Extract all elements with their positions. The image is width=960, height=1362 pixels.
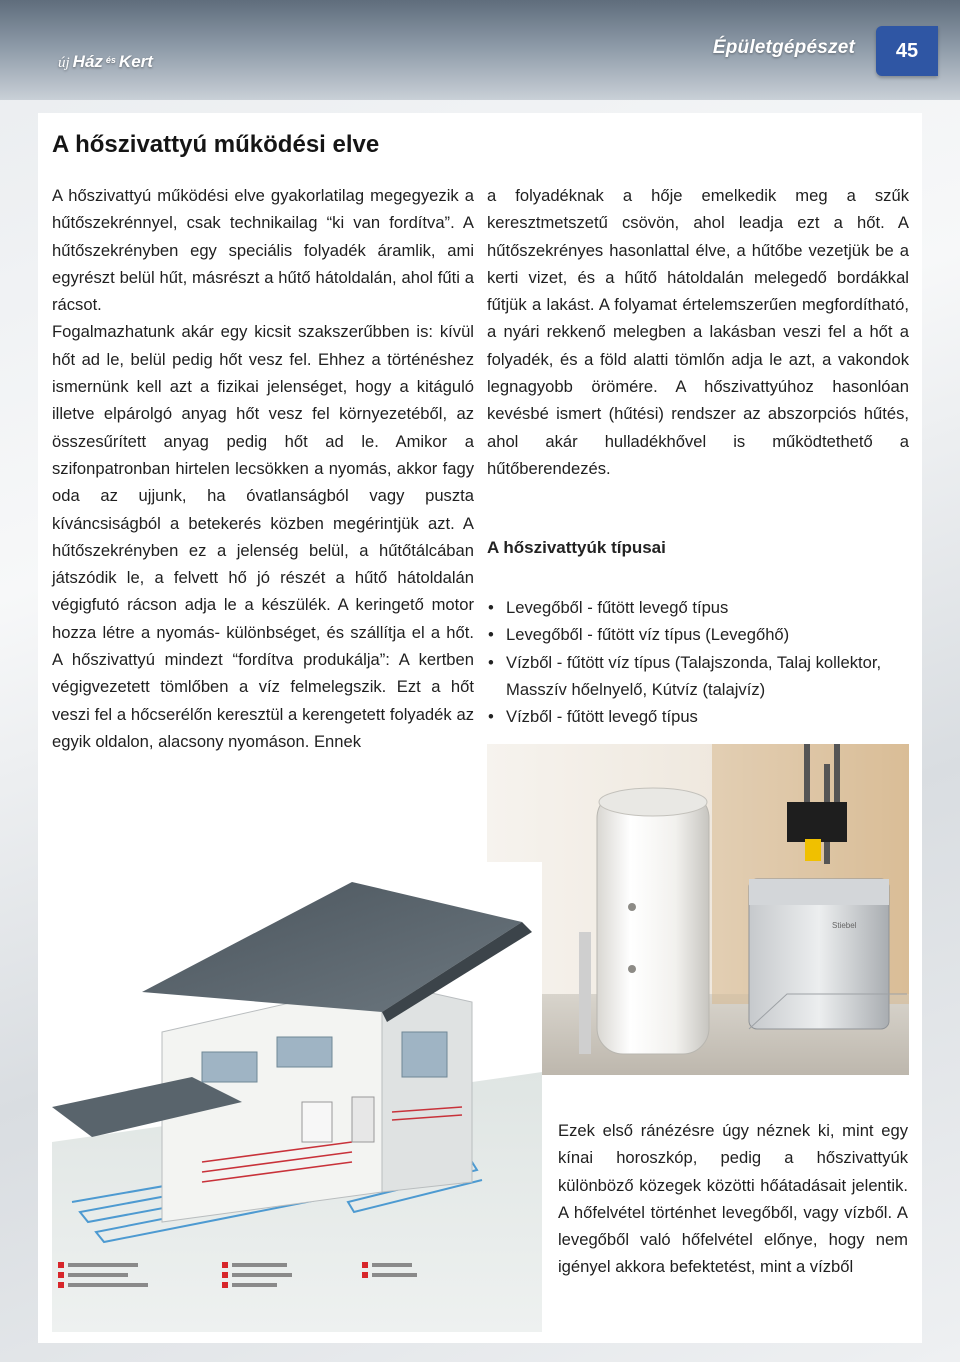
paragraph: A hőszivattyú működési elve gyakorlatilag megegyezik a hűtőszekrénnyel, csak technikailag “ki van fordítva”. A hűtőszekrényben egy speciális folyadék áramlik, ami egyrészt belül hűt, másrészt a hűtő hátoldalán, ahol fűti a rácsot. (52, 186, 474, 315)
list-item: • Vízből - fűtött víz típus (Talajszonda, Talaj kollektor, Masszív hőelnyelő, Kútvíz (talajvíz) (487, 649, 917, 704)
house-illustration-svg (52, 862, 542, 1332)
page-number: 45 (876, 26, 938, 76)
house-cutaway-illustration (52, 862, 542, 1332)
section-title: Épületgépészet (712, 37, 855, 58)
list-item: • Vízből - fűtött levegő típus (487, 703, 917, 730)
heat-pump-photo-illustration (487, 744, 909, 1075)
list-item: • Levegőből - fűtött víz típus (Levegőhő) (487, 621, 917, 648)
paragraph: Fogalmazhatunk akár egy kicsit szakszerűbben is: kívül hőt ad le, belül pedig hőt vesz fel. Ehhez a történéshez ismernünk kell azt a fizikai jelenséget, hogy a kitáguló illetve elpárolgó anyag hőt vesz fel környezetéből, az összesűrített anyag pedig hőt ad le. Amikor a szifonpatronban hirtelen lecsökken a nyomás, akkor fagy oda az ujjunk, ha óvatlanságból vagy puszta kíváncsiságból a betekerés közben megérintjük azt. A hűtőszekrényben ez a jelenség belül, a hűtőtálcában játszódik le, a felvett hő jó részét a hűtő hátoldalán végigfutó rácson adja le a készülék. A keringető motor hozza létre a nyomás- különbséget, és szállítja el a hőt. A hőszivattyú mindezt “fordítva produkálja”: A kertben végigvezetett tömlőben a víz felmelegszik. Ezt a hőt veszi fel a hőcserélőn keresztül a kerengetett folyadék az egyik oldalon, alacsony nyomáson. Ennek (52, 322, 474, 751)
list-item: • Levegőből - fűtött levegő típus (487, 594, 917, 621)
paragraph: a folyadéknak a hője emelkedik meg a szűk keresztmetszetű csövön, ahol leadja ezt a hőt. A hűtőszekrényes hasonlattal élve, a hűtőbe vezetjük be a kerti vizet, és a hűtő hátoldalán melegedő bordákkal fűtjük a lakást. A folyamat értelemszerűen megfordítható, a nyári rekkenő melegben a lakásban veszi fel a hőt a folyadék, és a föld alatti tömlőn adja le azt, a vakondok legnagyobb örömére. A hőszivattyúhoz hasonlóan kevésbé ismert (hűtési) rendszer az abszorpciós hűtés, ahol akár hulladékhővel is működtethető a hűtőberendezés. (487, 186, 909, 478)
heat-pump-brand-label: Stiebel (832, 921, 857, 930)
article-title: A hőszivattyú működési elve (52, 131, 380, 158)
types-list (487, 594, 917, 730)
types-heading: A hőszivattyúk típusai (487, 538, 666, 557)
caption-text: Ezek első ránézésre úgy néznek ki, mint egy kínai horoszkóp, pedig a hőszivattyúk különböző közegek közötti hőátadásait jelentik. A hőfelvétel történhet levegőből, vagy vízből. A levegőből való hőfelvétel előnye, hogy nem igényel akkora befektetést, mint a vízből (558, 1121, 908, 1277)
left-column (52, 182, 474, 755)
magazine-logo: új Ház $^{és}$ Kert (58, 52, 153, 71)
heat-pump-photo (487, 744, 909, 1075)
right-column (487, 182, 909, 482)
